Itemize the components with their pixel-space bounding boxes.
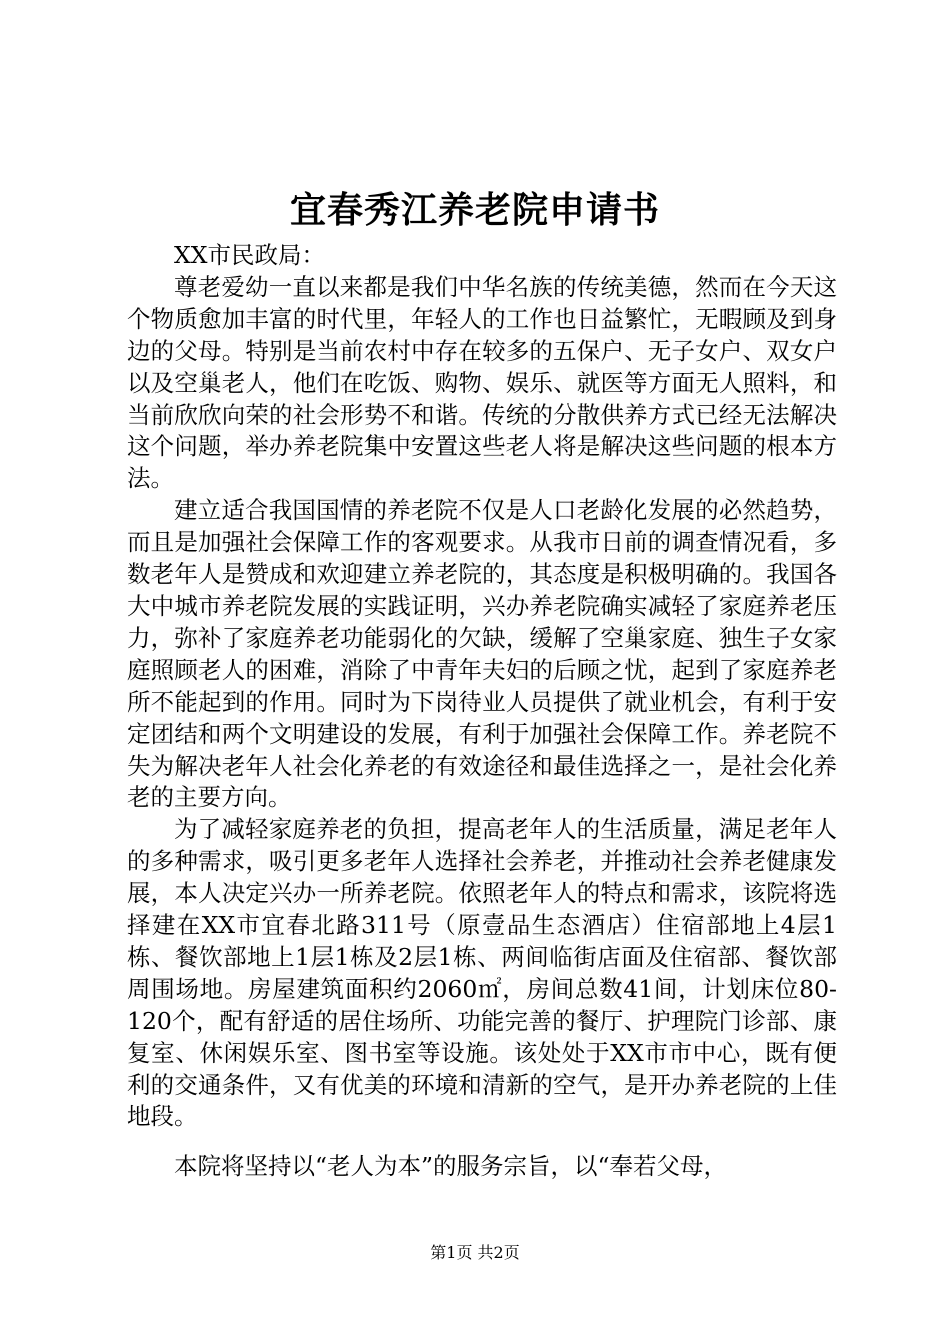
paragraph-4: 本院将坚持以“老人为本”的服务宗旨，以“奉若父母， bbox=[174, 1152, 728, 1181]
paragraph-1: 尊老爱幼一直以来都是我们中华名族的传统美德，然而在今天这个物质愈加丰富的时代里，年轻人的工作也日益繁忙，无暇顾及到身边的父母。特别是当前农村中存在较多的五保户、无子女户、双女户以及空巢老人，他们在吃饭、购物、娱乐、就医等方面无人照料，和当前欣欣向荣的社会形势不和谐。传统的分散供养方式已经无法解决这个问题，举办养老院集中安置这些老人将是解决这些问题的根本方法。 bbox=[127, 272, 837, 493]
document-title: 宜春秀江养老院申请书 bbox=[289, 189, 660, 231]
page-footer: 第1页 共2页 bbox=[430, 1243, 520, 1262]
salutation: XX市民政局： bbox=[174, 241, 325, 269]
paragraph-2: 建立适合我国国情的养老院不仅是人口老龄化发展的必然趋势，而且是加强社会保障工作的客观要求。从我市日前的调查情况看，多数老年人是赞成和欢迎建立养老院的，其态度是积极明确的。我国各大中城市养老院发展的实践证明，兴办养老院确实减轻了家庭养老压力，弥补了家庭养老功能弱化的欠缺，缓解了空巢家庭、独生子女家庭照顾老人的困难，消除了中青年夫妇的后顾之忧，起到了家庭养老所不能起到的作用。同时为下岗待业人员提供了就业机会，有利于安定团结和两个文明建设的发展，有利于加强社会保障工作。养老院不失为解决老年人社会化养老的有效途径和最佳选择之一，是社会化养老的主要方向。 bbox=[127, 496, 837, 812]
document-body bbox=[127, 240, 837, 1183]
paragraph-3: 为了减轻家庭养老的负担，提高老年人的生活质量，满足老年人的多种需求，吸引更多老年人选择社会养老，并推动社会养老健康发展，本人决定兴办一所养老院。依照老年人的特点和需求，该院将选择建在XX市宜春北路311号（原壹品生态酒店）住宿部地上4层1栋、餐饮部地上1层1栋及2层1栋、两间临街店面及住宿部、餐饮部周围场地。房屋建筑面积约2060㎡，房间总数41间，计划床位80-120个，配有舒适的居住场所、功能完善的餐厅、护理院门诊部、康复室、休闲娱乐室、图书室等设施。该处处于XX市市中心，既有便利的交通条件，又有优美的环境和清新的空气，是开办养老院的上佳地段。 bbox=[127, 815, 837, 1131]
